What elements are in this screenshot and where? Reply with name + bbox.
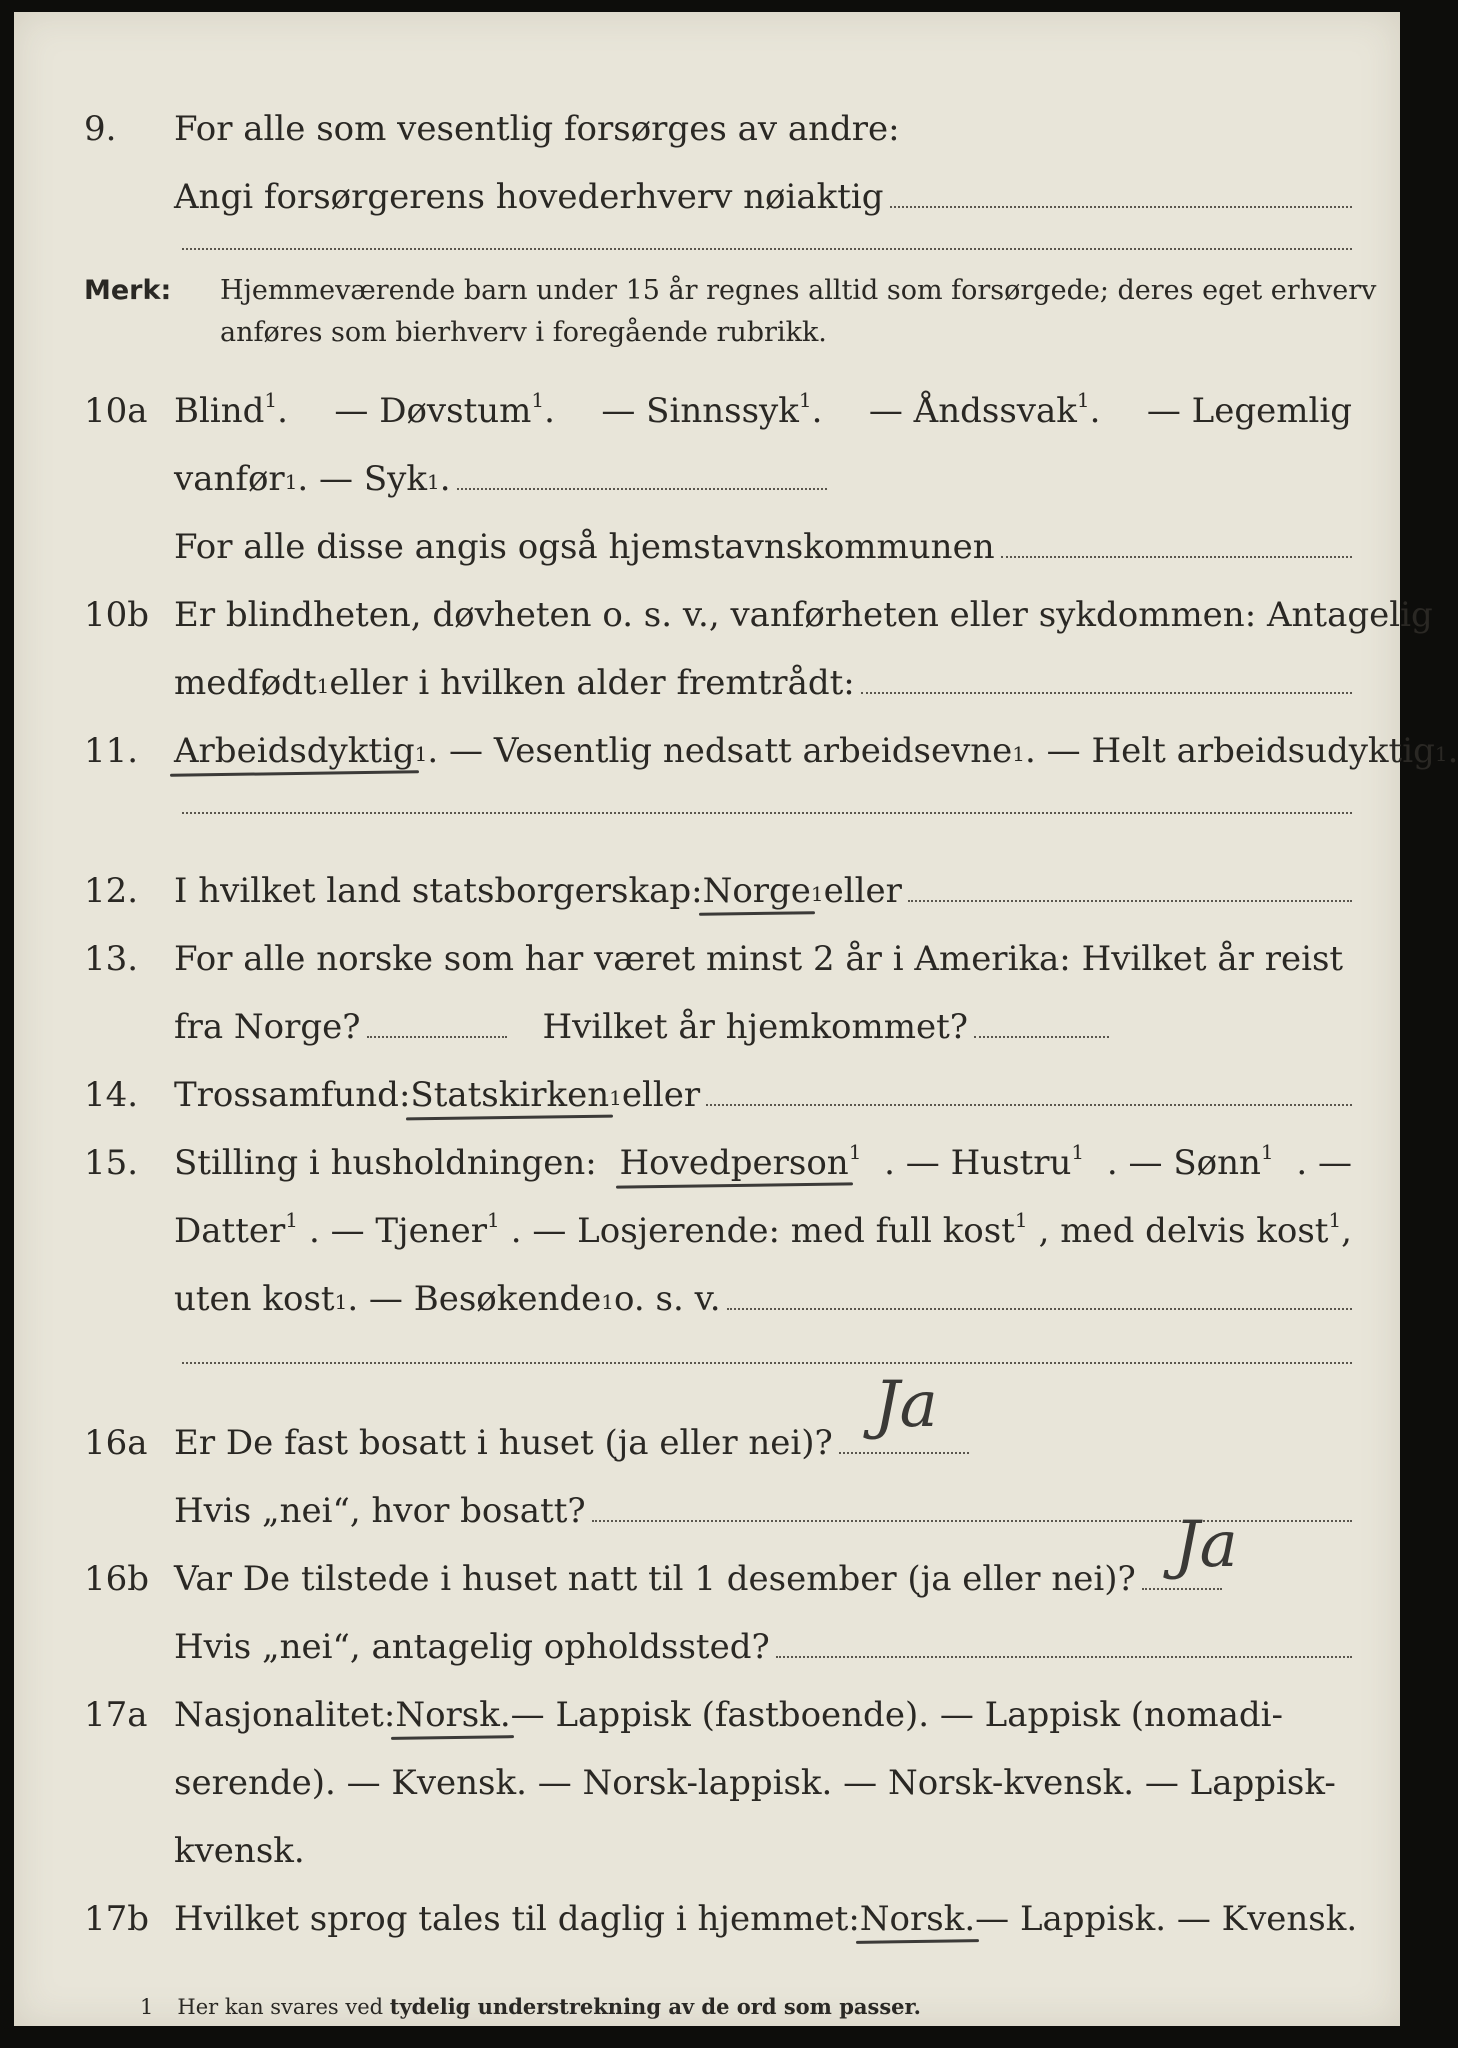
q13-line2 <box>14 984 1400 1047</box>
q10a-hometown-field[interactable] <box>1001 556 1352 558</box>
q15-besokende[interactable]: . — Besøkende <box>347 1279 602 1319</box>
q10b-age-label: eller i hvilken alder fremtrådt: <box>329 663 855 703</box>
q15-osv: o. s. v. <box>614 1279 721 1319</box>
q16b-answer-field[interactable] <box>1142 1588 1222 1590</box>
footnote-bold-text: tydelig understrekning av de ord som passer. <box>389 1994 921 2019</box>
q16b-text: Var De tilstede i huset natt til 1 desember (ja eller nei)? <box>174 1559 1136 1599</box>
footnote-text: Her kan svares ved <box>177 1995 390 2019</box>
q10a-number: 10a <box>84 391 148 431</box>
q15-datter[interactable]: Datter <box>174 1211 286 1251</box>
q17a-label: Nasjonalitet: <box>174 1695 396 1735</box>
q16b-number: 16b <box>84 1559 150 1599</box>
q15-full-kost[interactable]: . — Losjerende: med full kost <box>510 1211 1015 1251</box>
q13-left-label: fra Norge? <box>174 1007 361 1047</box>
q10a-hometown-label: For alle disse angis også hjemstavnskommunen <box>174 527 995 567</box>
q11-number: 11. <box>84 731 139 771</box>
q9-text: For alle som vesentlig forsørges av andre: <box>174 109 900 149</box>
q17a-options-1[interactable]: — Lappisk (fastboende). — Lappisk (nomadi- <box>510 1695 1284 1735</box>
q14-line: 14. Trossamfund: Statskirken $^1$ eller <box>14 1052 1400 1112</box>
q10b-line2: medfødt $^1$ eller i hvilken alder fremtrådt: <box>14 640 1400 700</box>
q17b-number: 17b <box>84 1899 150 1939</box>
q9-number: 9. <box>84 109 117 149</box>
q10b-line1 <box>14 572 1433 635</box>
q16b-location-field[interactable] <box>776 1656 1352 1658</box>
q14-field[interactable] <box>706 1104 1352 1106</box>
q15-sonn[interactable]: . — Sønn <box>1106 1143 1261 1183</box>
q10a-legemlig: — Legemlig <box>1146 391 1352 431</box>
merk-line2: anføres som bierhverv i foregående rubrikk. <box>220 317 827 348</box>
q13-number: 13. <box>84 939 139 979</box>
merk-label: Merk: <box>84 275 172 306</box>
q17a-options-3[interactable]: kvensk. <box>174 1831 305 1871</box>
q13-text: For alle norske som har været minst 2 år i Amerika: Hvilket år reist <box>174 939 1344 979</box>
footnote-number: 1 <box>140 1995 154 2019</box>
q16a-handwritten-answer: Ja <box>874 1368 938 1442</box>
q9-extra-field[interactable] <box>182 248 1352 250</box>
q9-provider-label: Angi forsørgerens hovederhverv nøiaktig <box>174 177 884 217</box>
q9-line1 <box>14 86 1400 149</box>
q15-hovedperson[interactable]: Hovedperson <box>619 1143 849 1183</box>
q16b-location-label: Hvis „nei“, antagelig opholdssted? <box>174 1627 770 1667</box>
q13-return-label: Hvilket år hjemkommet? <box>542 1007 969 1047</box>
q11-line: 11. Arbeidsdyktig $^1$ . — Vesentlig nedsatt arbeidsevne $^1$ . — Helt arbeidsudyktig $^1$ . <box>84 731 1458 771</box>
q10a-line2: vanfør $^1$ . — Syk $^1$ . <box>14 436 1400 496</box>
q17b-label: Hvilket sprog tales til daglig i hjemmet: <box>174 1899 860 1939</box>
q12-label: I hvilket land statsborgerskap: <box>174 871 703 911</box>
q10a-line3 <box>14 504 1400 567</box>
q9-line2 <box>14 154 1400 217</box>
q10a-sinnssyk: — Sinnssyk <box>601 391 799 431</box>
q17a-line2 <box>14 1740 1400 1803</box>
q14-label: Trossamfund: <box>174 1075 411 1115</box>
q15-field[interactable] <box>727 1308 1352 1310</box>
q15-label: Stilling i husholdningen: <box>174 1143 597 1183</box>
q10a-field[interactable] <box>457 488 827 490</box>
q16a-where-label: Hvis „nei“, hvor bosatt? <box>174 1491 586 1531</box>
q17b-line <box>14 1876 1400 1939</box>
q16a-number: 16a <box>84 1423 148 1463</box>
q10b-text: Er blindheten, døvheten o. s. v., vanførheten eller sykdommen: Antagelig <box>174 595 1433 635</box>
q17b-options[interactable]: — Lappisk. — Kvensk. <box>975 1899 1358 1939</box>
q15-line1: 15. Stilling i husholdningen: Hovedperson$^1$ . — Hustru$^1$ . — Sønn$^1$ . — <box>84 1140 1352 1183</box>
q12-line: 12. I hvilket land statsborgerskap: Norge $^1$ eller <box>14 848 1400 908</box>
q15-hustru[interactable]: . — Hustru <box>884 1143 1072 1183</box>
q17b-norsk[interactable]: Norsk. <box>859 1899 976 1939</box>
q16a-line1 <box>14 1400 1400 1463</box>
q15-number: 15. <box>84 1143 139 1183</box>
q14-eller: eller <box>621 1075 701 1115</box>
census-form-page <box>14 12 1458 2026</box>
q11-extra-field[interactable] <box>182 812 1352 814</box>
q10b-medfodt: medfødt <box>174 663 317 703</box>
q17a-options-2[interactable]: serende). — Kvensk. — Norsk-lappisk. — Norsk-kvensk. — Lappisk- <box>174 1763 1336 1803</box>
q10a-vanfor: vanfør <box>174 459 285 499</box>
q10a-syk: . — Syk <box>297 459 427 499</box>
q10b-number: 10b <box>84 595 150 635</box>
merk-line1: Hjemmeværende barn under 15 år regnes alltid som forsørgede; deres eget erhverv <box>220 275 1377 306</box>
q15-delvis-kost[interactable]: , med delvis kost <box>1038 1211 1329 1251</box>
q11-udyktig[interactable]: . — Helt arbeidsudyktig <box>1025 731 1435 771</box>
q17a-norsk[interactable]: Norsk. <box>395 1695 511 1735</box>
q17a-number: 17a <box>84 1695 148 1735</box>
q12-eller: eller <box>823 871 902 911</box>
q10a-dovstum: — Døvstum <box>334 391 532 431</box>
q12-country-field[interactable] <box>908 900 1352 902</box>
q13-left-field[interactable] <box>367 1036 507 1038</box>
q10a-blind: Blind <box>174 391 265 431</box>
q11-nedsatt[interactable]: . — Vesentlig nedsatt arbeidsevne <box>427 731 1013 771</box>
q10b-age-field[interactable] <box>861 692 1352 694</box>
q10a-line1: 10a Blind$^1$. — Døvstum$^1$. — Sinnssyk$^1$. — Åndssvak$^1$. — Legemlig <box>84 388 1352 431</box>
q14-statskirken[interactable]: Statskirken <box>410 1075 610 1115</box>
q15-extra-field[interactable] <box>182 1362 1352 1364</box>
q13-return-field[interactable] <box>974 1036 1109 1038</box>
q17a-line3 <box>14 1808 1400 1871</box>
q15-line3: uten kost $^1$ . — Besøkende $^1$ o. s. v. <box>14 1256 1400 1316</box>
q15-uten-kost[interactable]: uten kost <box>174 1279 335 1319</box>
q12-norge[interactable]: Norge <box>702 871 811 911</box>
q15-line2: Datter$^1$ . — Tjener$^1$ . — Losjerende: med full kost$^1$ , med delvis kost$^1$, <box>174 1208 1352 1251</box>
q9-provider-field[interactable] <box>890 206 1352 208</box>
q16b-handwritten-answer: Ja <box>1174 1508 1238 1582</box>
q14-number: 14. <box>84 1075 139 1115</box>
q15-tjener[interactable]: . — Tjener <box>308 1211 487 1251</box>
q17a-line1 <box>14 1672 1400 1735</box>
q13-line1 <box>14 916 1400 979</box>
q16a-answer-field[interactable] <box>839 1452 969 1454</box>
q12-number: 12. <box>84 871 139 911</box>
q10a-andssvak: — Åndssvak <box>868 391 1077 431</box>
q11-arbeidsdyktig[interactable]: Arbeidsdyktig <box>174 731 415 771</box>
footnote <box>140 1994 921 2019</box>
q16a-text: Er De fast bosatt i huset (ja eller nei)? <box>174 1423 833 1463</box>
q16b-line2 <box>14 1604 1400 1667</box>
